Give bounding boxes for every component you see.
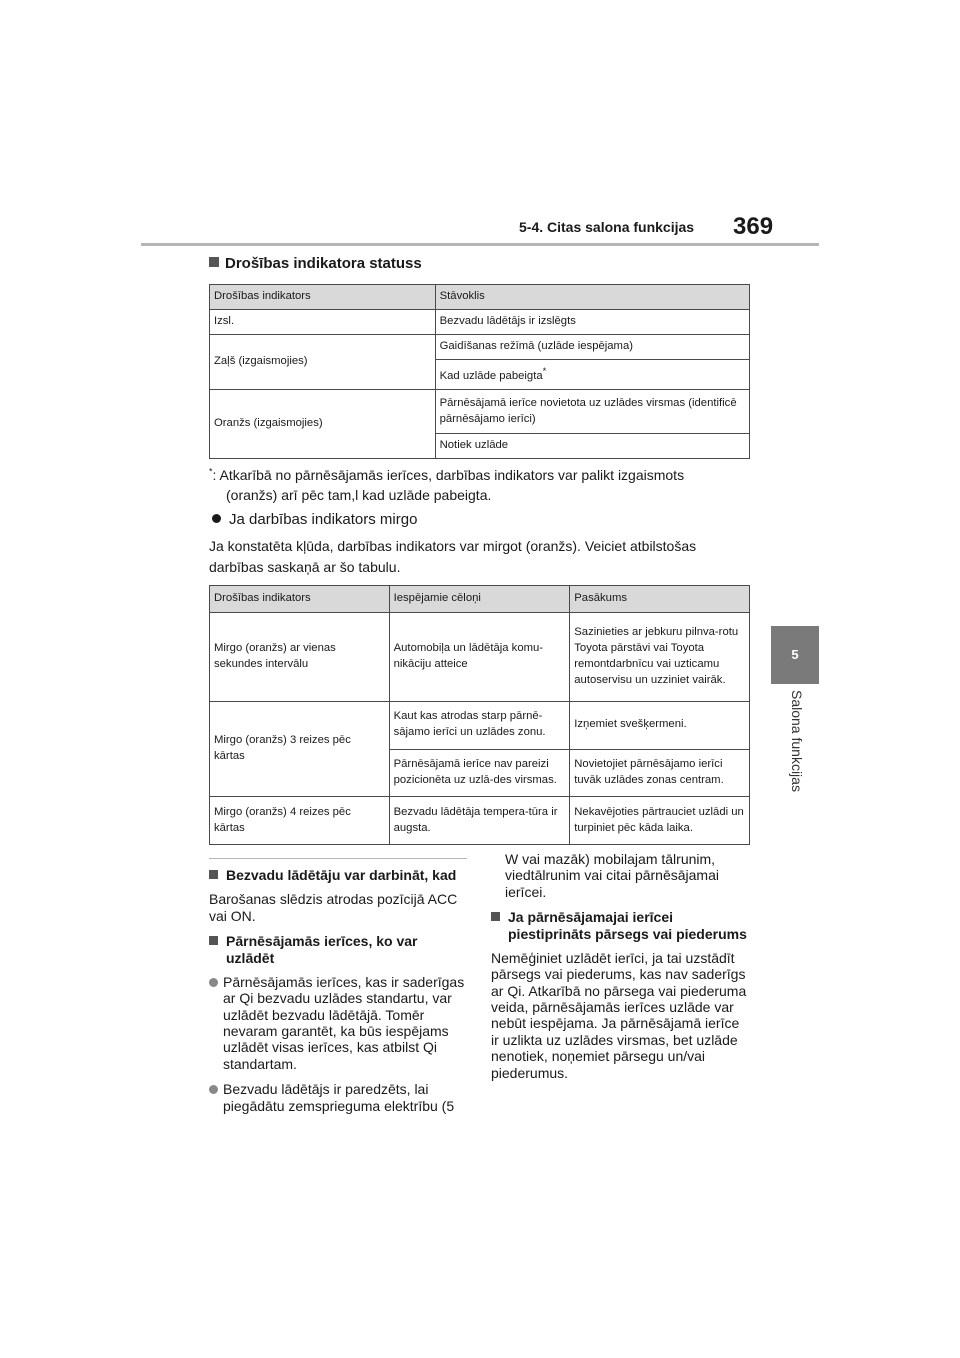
list-item: Bezvadu lādētājs ir paredzēts, lai piegādātu zemsprieguma elektrību (5 [209, 1081, 467, 1114]
subheading: Pārnēsājamās ierīces, ko var uzlādēt [209, 933, 467, 966]
table-cell: Mirgo (oranžs) 3 reizes pēc kārtas [210, 701, 390, 796]
table-row [210, 797, 750, 845]
subheading: Ja pārnēsājamajai ierīcei piestiprināts pārsegs vai piederums [491, 909, 749, 942]
intro-paragraph: Ja konstatēta kļūda, darbības indikators var mirgot (oranžs). Veiciet atbilstošas darbības saskaņā ar šo tabulu. [209, 538, 697, 575]
table-header-cell: Stāvoklis [435, 285, 749, 310]
table-cell: Sazinieties ar jebkuru pilnva-rotu Toyota pārstāvi vai Toyota remontdarbnīcu vai uzticamu autoservisu un uzziniet vairāk. [570, 613, 750, 702]
table-row [210, 613, 750, 702]
square-bullet-icon [209, 870, 218, 879]
table-cell: Oranžs (izgaismojies) [210, 390, 436, 459]
square-bullet-icon [209, 936, 218, 945]
table-cell: Zaļš (izgaismojies) [210, 334, 436, 389]
table-cell: Gaidīšanas režīmā (uzlāde iespējama) [435, 334, 749, 359]
footnote-mark: * [542, 365, 547, 377]
paragraph: Barošanas slēdzis atrodas pozīcijā ACC vai ON. [209, 891, 458, 924]
table-header-row [210, 586, 750, 613]
table-cell: Kad uzlāde pabeigta* [435, 359, 749, 390]
table-header-cell: Drošības indikators [210, 285, 436, 310]
table-cell: Nekavējoties pārtrauciet uzlādi un turpiniet pēc kāda laika. [570, 797, 750, 845]
table-cell: Kaut kas atrodas starp pārnē-sājamo ierīci un uzlādes zonu. [389, 701, 570, 749]
subheading: Bezvadu lādētāju var darbināt, kad [209, 867, 467, 883]
chapter-tab: 5 [771, 626, 819, 684]
blinking-indicator-table [209, 585, 750, 845]
table-cell: Izsl. [210, 309, 436, 334]
square-bullet-icon [209, 257, 219, 267]
header-rule [141, 243, 819, 246]
bullet-icon [212, 514, 221, 523]
square-bullet-icon [491, 912, 500, 921]
table-header-row [210, 285, 750, 310]
bullet-icon [209, 1085, 218, 1094]
table-cell: Bezvadu lādētājs ir izslēgts [435, 309, 749, 334]
indicator-status-table [209, 284, 750, 459]
subsection-heading: Ja darbības indikators mirgo [212, 511, 417, 528]
table-header-cell: Drošības indikators [210, 586, 390, 613]
table-cell: Novietojiet pārnēsājamo ierīci tuvāk uzlādes zonas centram. [570, 749, 750, 797]
table-cell: Automobiļa un lādētāja komu-nikāciju atteice [389, 613, 570, 702]
right-column [491, 851, 749, 1090]
section-heading: Drošības indikatora statuss [209, 255, 422, 272]
page-number: 369 [733, 213, 774, 240]
table-row [210, 334, 750, 359]
table-row [210, 390, 750, 434]
table-cell: Pārnēsājamā ierīce novietota uz uzlādes virsmas (identificē pārnēsājamo ierīci) [435, 390, 749, 434]
paragraph-continuation: W vai mazāk) mobilajam tālrunim, viedtālrunim vai citai pārnēsājamai ierīcei. [505, 851, 719, 900]
table-cell: Mirgo (oranžs) ar vienas sekundes intervālu [210, 613, 390, 702]
table-cell: Mirgo (oranžs) 4 reizes pēc kārtas [210, 797, 390, 845]
bullet-icon [209, 978, 218, 987]
table-cell: Notiek uzlāde [435, 434, 749, 459]
table-header-cell: Pasākums [570, 586, 750, 613]
table-cell: Pārnēsājamā ierīce nav pareizi pozicionēta uz uzlā-des virsmas. [389, 749, 570, 797]
table-cell: Bezvadu lādētāja tempera-tūra ir augsta. [389, 797, 570, 845]
column-rule [209, 858, 467, 859]
paragraph: Nemēģiniet uzlādēt ierīci, ja tai uzstādīt pārsegs vai piederums, kas nav saderīgs ar Qi. Atkarībā no pārsega vai piederuma veida, pārnēsājamās ierīces uzlāde var nebūt iespējama. Ja pārnēsājamā ierīce ir uzlikta uz uzlādes virsmas, bet uzlāde nenotiek, noņemiet pārsegu un/vai piederumus. [491, 949, 747, 1081]
table-row [210, 309, 750, 334]
list-item: Pārnēsājamās ierīces, kas ir saderīgas ar Qi bezvadu uzlādes standartu, var uzlādēt bezvadu lādētājā. Tomēr nevaram garantēt, ka būs iespējams uzlādēt visas ierīces, kas atbilst Qi standartam. [209, 974, 467, 1072]
table-cell: Izņemiet svešķermeni. [570, 701, 750, 749]
table-header-cell: Iespējamie cēloņi [389, 586, 570, 613]
section-header: 5-4. Citas salona funkcijas [519, 219, 695, 235]
left-column [209, 858, 467, 1123]
chapter-tab-label: Salona funkcijas [789, 690, 805, 792]
table-row [210, 701, 750, 749]
footnote: *: Atkarībā no pārnēsājamās ierīces, darbības indikators var palikt izgaismots (oranžs) arī pēc tam,l kad uzlāde pabeigta. [209, 466, 685, 504]
